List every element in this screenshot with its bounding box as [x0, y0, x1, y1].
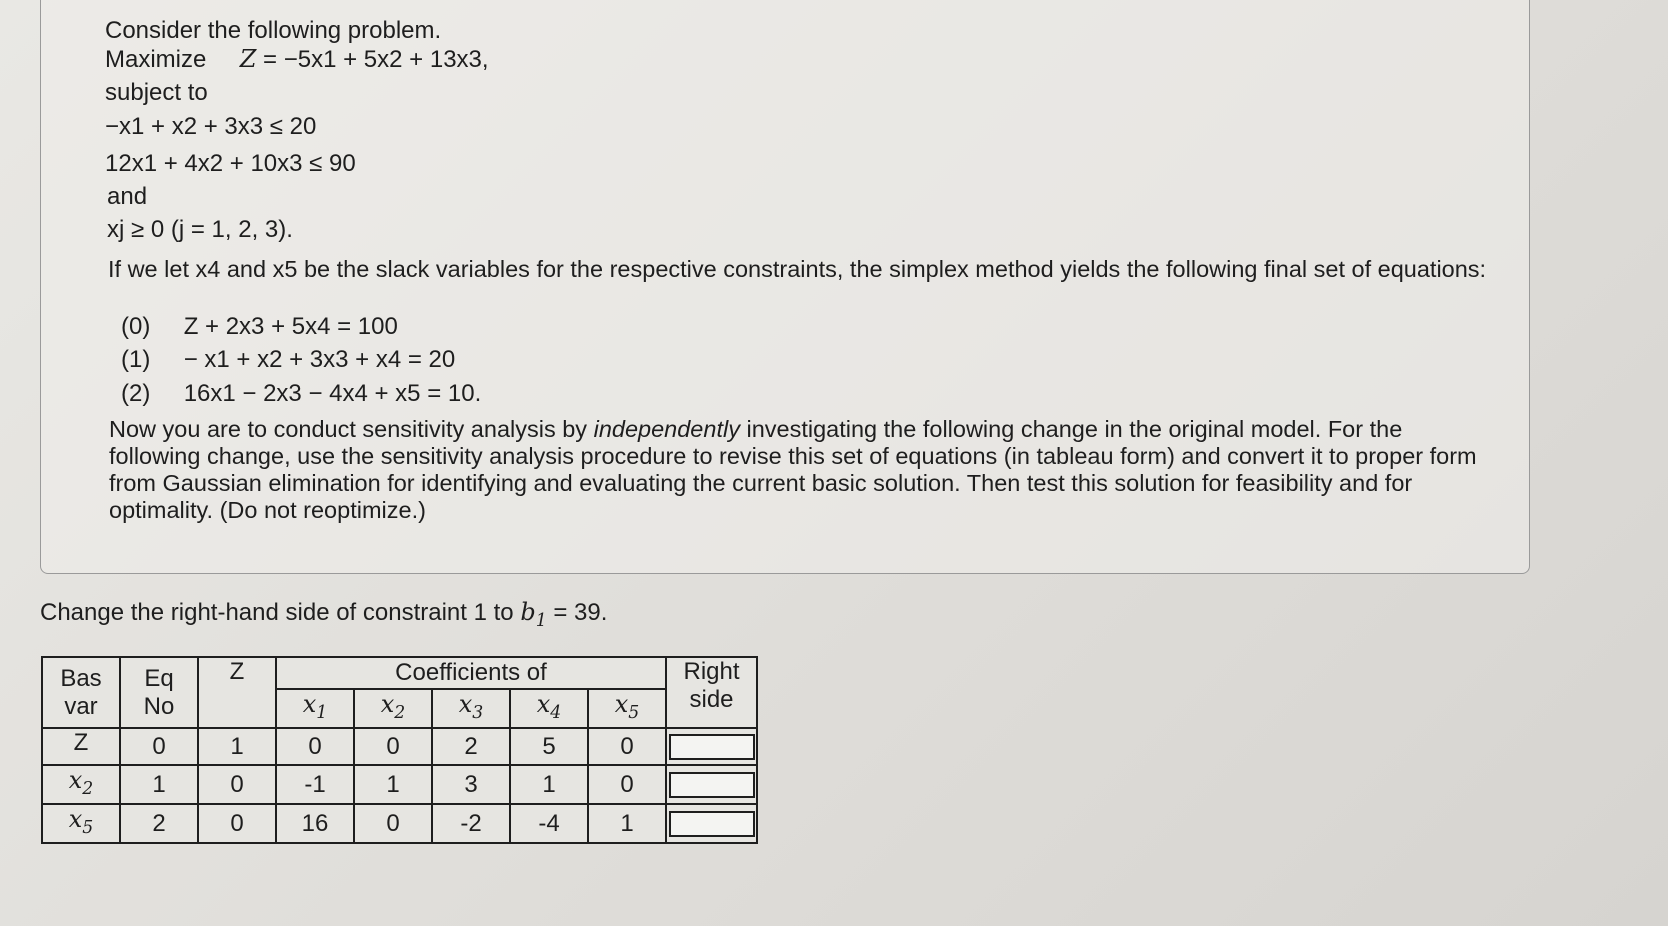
- objective-z: Z: [239, 45, 257, 73]
- question-prompt: [40, 600, 607, 630]
- and-label: and: [107, 183, 148, 210]
- equation-0-text: Z + 2x3 + 5x4 = 100: [183, 313, 398, 340]
- coeff-cell: 1: [588, 804, 666, 843]
- coeff-cell: -1: [276, 765, 354, 804]
- equation-1: [121, 348, 455, 372]
- equation-2-number: (2): [121, 380, 151, 407]
- coeff-cell: 16: [276, 804, 354, 843]
- rhs-input[interactable]: [669, 734, 755, 760]
- coeff-cell: -4: [510, 804, 588, 843]
- rhs-cell: [666, 765, 757, 804]
- sensitivity-text-emphasis: independently: [593, 416, 740, 442]
- table-row: [42, 728, 757, 765]
- basvar-cell: Z: [42, 728, 120, 765]
- eq-cell: 2: [120, 804, 198, 843]
- equation-0-number: (0): [121, 313, 151, 340]
- header-right-side: Right side: [666, 657, 757, 728]
- z-cell: 1: [198, 728, 276, 765]
- sensitivity-instructions: [109, 416, 1484, 524]
- rhs-input[interactable]: [669, 772, 755, 798]
- equation-2: [121, 382, 481, 406]
- question-value: = 39.: [553, 599, 608, 626]
- header-x5: $x_5$: [588, 689, 666, 728]
- constraint-1: −x1 + x2 + 3x3 ≤ 20: [105, 113, 317, 140]
- nonnegativity-constraint: xj ≥ 0 (j = 1, 2, 3).: [107, 216, 293, 243]
- coeff-cell: 1: [510, 765, 588, 804]
- eq-cell: 1: [120, 765, 198, 804]
- table-row: [42, 765, 757, 804]
- eq-cell: 0: [120, 728, 198, 765]
- question-text: Change the right-hand side of constraint 1 to: [40, 599, 514, 626]
- subject-to-label: subject to: [105, 79, 208, 106]
- sensitivity-text-after: investigating the following change in the original model. For the following change, use the sensitivity analysis procedure to revise this set of equations (in tableau form) and convert it to proper form from Gaussian elimination for identifying and evaluating the current basic solution. Then test this solution for feasibility and for optimality. (Do not reoptimize.): [109, 416, 1477, 523]
- table-row: [42, 804, 757, 843]
- header-x2: $x_2$: [354, 689, 432, 728]
- header-z: Z: [198, 657, 276, 728]
- header-eq-no: Eq No: [120, 657, 198, 728]
- rhs-input[interactable]: [669, 811, 755, 837]
- coeff-cell: 0: [588, 728, 666, 765]
- coeff-cell: 0: [354, 728, 432, 765]
- basvar-cell: $x_2$: [42, 765, 120, 804]
- header-x1: $x_1$: [276, 689, 354, 728]
- objective-expression: = −5x1 + 5x2 + 13x3,: [263, 46, 489, 73]
- rhs-cell: [666, 804, 757, 843]
- equation-1-text: − x1 + x2 + 3x3 + x4 = 20: [183, 346, 456, 373]
- b-symbol: $b_1$: [520, 598, 547, 632]
- equation-0: [121, 315, 398, 339]
- coeff-cell: 2: [432, 728, 510, 765]
- coeff-cell: 0: [354, 804, 432, 843]
- z-cell: 0: [198, 804, 276, 843]
- header-bas-var: Bas var: [42, 657, 120, 728]
- z-cell: 0: [198, 765, 276, 804]
- coeff-cell: 0: [588, 765, 666, 804]
- problem-intro: Consider the following problem.: [105, 17, 442, 44]
- maximize-label: Maximize: [105, 46, 207, 73]
- rhs-cell: [666, 728, 757, 765]
- constraint-2: 12x1 + 4x2 + 10x3 ≤ 90: [105, 150, 356, 177]
- coeff-cell: 1: [354, 765, 432, 804]
- coeff-cell: -2: [432, 804, 510, 843]
- sensitivity-text-before: Now you are to conduct sensitivity analysis by: [109, 416, 588, 442]
- basvar-cell: $x_5$: [42, 804, 120, 843]
- slack-description: If we let x4 and x5 be the slack variables for the respective constraints, the simplex method yields the following final set of equations:: [108, 256, 1487, 282]
- header-x3: $x_3$: [432, 689, 510, 728]
- coeff-cell: 3: [432, 765, 510, 804]
- coeff-cell: 0: [276, 728, 354, 765]
- header-x4: $x_4$: [510, 689, 588, 728]
- objective-line: [105, 47, 489, 72]
- simplex-tableau: [41, 656, 758, 844]
- coeff-cell: 5: [510, 728, 588, 765]
- equation-2-text: 16x1 − 2x3 − 4x4 + x5 = 10.: [183, 380, 482, 407]
- equation-1-number: (1): [121, 346, 151, 373]
- header-coefficients-of: Coefficients of: [276, 657, 666, 689]
